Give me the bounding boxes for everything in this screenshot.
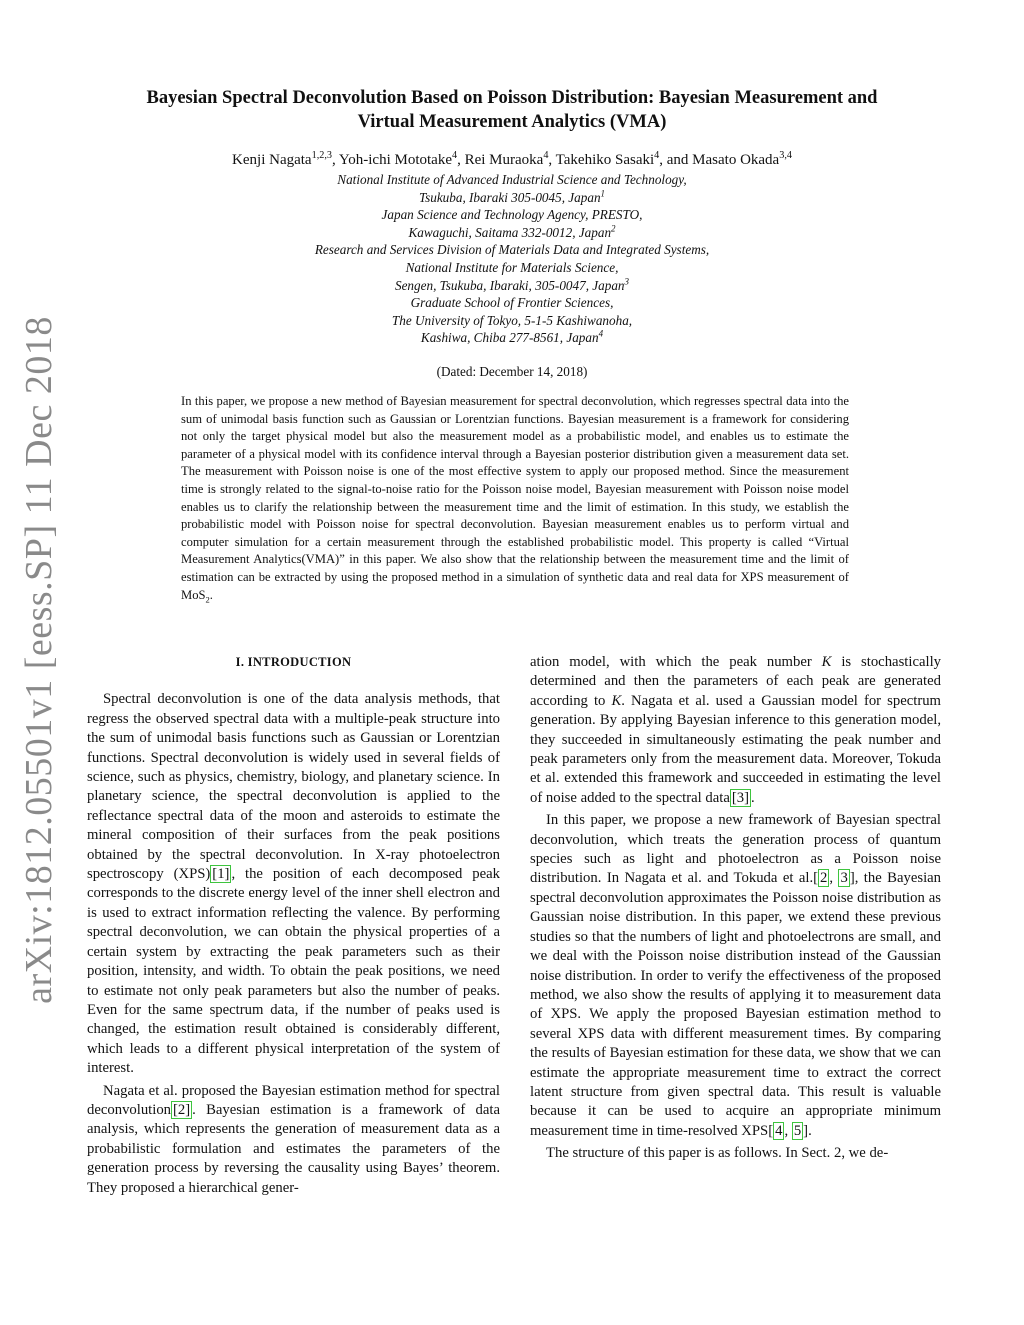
abstract: In this paper, we propose a new method of Bayesian measurement for spectral deconvolution, which regresses spectral data into the sum of unimodal basis function such as Gaussian or Lorentzian functions. Bayesian measurement is a framework for considering not only the target physical model but also the measurement model as a probabilistic model, and enables us to estimate the parameter of a physical model with its confidence interval through a Bayesian posterior distribution given a measurement data set. The measurement with Poisson noise is one of the most effective system to apply our proposed method. Since the measurement time is strongly related to the signal-to-noise ratio for the Poisson noise model, Bayesian measurement with Poisson noise model enables us to clarify the relationship between the measurement time and the limit of estimation. In this study, we establish the probabilistic model with Poisson noise for spectral deconvolution. Bayesian measurement enables us to perform virtual and computer simulation for a certain measurement through the established probabilistic model. This property is called “Virtual Measurement Analytics(VMA)” in this paper. We also show that the relationship between the measurement time and the limit of estimation can be extracted by using the proposed method in a simulation of synthetic data and real data for XPS measurement of MoS$_2$. — [181, 394, 849, 605]
citation-link[interactable]: [2] — [173, 1101, 191, 1118]
affiliation-line: Tsukuba, Ibaraki 305-0045, Japan$^1$ — [418, 188, 606, 205]
affiliation-line: Sengen, Tsukuba, Ibaraki, 305-0047, Japan$^3$ — [394, 276, 630, 293]
author-name: Yoh-ichi Mototake — [338, 152, 452, 168]
citation-link[interactable]: 3 — [840, 870, 848, 887]
paper-title: Bayesian Spectral Deconvolution Based on Poisson Distribution: Bayesian Measurement and Virtual Measurement Analytics (VMA) — [146, 88, 878, 132]
dated-line: (Dated: December 14, 2018) — [436, 364, 588, 379]
affiliation-line: National Institute of Advanced Industrial Science and Technology, — [337, 172, 687, 187]
author-name: Takehiko Sasaki — [555, 152, 655, 168]
citation-link[interactable]: [1] — [212, 866, 230, 883]
paragraph: Nagata et al. proposed the Bayesian estimation method for spectral deconvolution [2] . Bayesian estimation is a framework of data analysis, which represents the generation of measurement data as a probabilistic formulation and estimates the parameters of the generation process by reversing the causality using Bayes’ theorem. They proposed a hierarchical gener- — [87, 1082, 500, 1196]
citation-link[interactable]: 4 — [775, 1122, 783, 1139]
affiliation-line: The University of Tokyo, 5-1-5 Kashiwanoha, — [391, 312, 633, 328]
affiliation-line: Kashiwa, Chiba 277-8561, Japan$^4$ — [420, 328, 604, 346]
affiliation-line: Graduate School of Frontier Sciences, — [410, 295, 614, 311]
paragraph: The structure of this paper is as follows. In Sect. 2, we de- — [546, 1145, 889, 1162]
citation-link[interactable]: 2 — [820, 870, 828, 887]
right-column — [530, 653, 941, 1164]
citation-link[interactable]: [3] — [731, 789, 749, 806]
section-heading: I. INTRODUCTION — [235, 655, 352, 669]
paragraph: In this paper, we propose a new framework of Bayesian spectral deconvolution, which treats the generation process of quantum species such as light and photoelectron as a Poisson noise distribution. In Nagata et al. and Tokuda et al.[ 2 , 3 ], the Bayesian spectral deconvolution approximates the Poisson noise distribution as Gaussian noise distribution. In this paper, we extend these previous studies so that the numbers of light and photoelectrons are small, and we deal with the Poisson noise distribution instead of the Gaussian noise distribution. In order to verify the effectiveness of the proposed method, we also show the results of applying it to measurement data of XPS. We apply the proposed Bayesian estimation method to several XPS data with different measurement times. By comparing the results of Bayesian estimation for these data, we show that we can estimate the appropriate measurement time to extract the correct latent structure from given spectral data. This result is valuable because it can be used to acquire an appropriate minimum measurement time in time-resolved XPS[ 4 , 5 ]. — [530, 812, 942, 1139]
author-list: Kenji Nagata$^{1,2,3}$, Yoh-ichi Mototake$^4$, Rei Muraoka$^4$, Takehiko Sasaki$^4$, and Masato Okada$^{3,4}$ — [232, 150, 792, 168]
paragraph: ation model, with which the peak number K is stochastically determined and then the parameters of each peak are generated according to K. Nagata et al. used a Gaussian model for spectrum generation. By applying Bayesian inference to this generation model, they succeeded in simultaneously estimating the peak number and peak parameters only from the measurement data. Moreover, Tokuda et al. extended this framework and succeeded in estimating the level of noise added to the spectral data [3] . — [530, 654, 941, 806]
affiliations — [100, 171, 924, 347]
citation-link[interactable]: 5 — [793, 1122, 802, 1139]
affiliation-line: Japan Science and Technology Agency, PRESTO, — [381, 207, 643, 223]
arxiv-identifier: arXiv:1812.05501v1 [eess.SP] 11 Dec 2018 — [18, 316, 60, 1004]
left-column — [87, 653, 500, 1198]
arxiv-sidebar-stamp — [14, 316, 64, 1004]
affiliation-line: Kawaguchi, Saitama 332-0012, Japan$^2$ — [408, 223, 616, 240]
author-name: Rei Muraoka — [464, 152, 544, 168]
paragraph: Spectral deconvolution is one of the data analysis methods, that regress the observed spectral data with a multiple-peak structure into the sum of unimodal basis functions such as Gaussian or Lorentzian functions. Spectral deconvolution is widely used in several fields of science, such as physics, chemistry, biology, and planetary science. In planetary science, the spectral deconvolution is applied to the reflectance spectral data of the moon and asteroids to estimate the mineral composition of their surfaces from the peak positions obtained by the spectral deconvolution. In X-ray photoelectron spectroscopy (XPS) [1] , the position of each decomposed peak corresponds to the discrete energy level of the inner shell electron and is used to extract information reflecting the valence. By performing spectral deconvolution, we can obtain the physical properties of a certain system by extracting the peak parameters such as their position, intensity, and width. To obtain the peak positions, we need to estimate not only peak parameters but also the number of peaks. Even for the same spectrum data, if the number of peaks used is changed, the estimation result obtained is considerably different, which leads to a different physical interpretation of the system of interest. — [87, 691, 500, 1077]
affiliation-line: National Institute for Materials Science, — [405, 259, 619, 275]
author-name: and Masato Okada — [666, 152, 780, 168]
author-name: Kenji Nagata — [232, 152, 312, 168]
affiliation-line: Research and Services Division of Materials Data and Integrated Systems, — [314, 242, 710, 258]
